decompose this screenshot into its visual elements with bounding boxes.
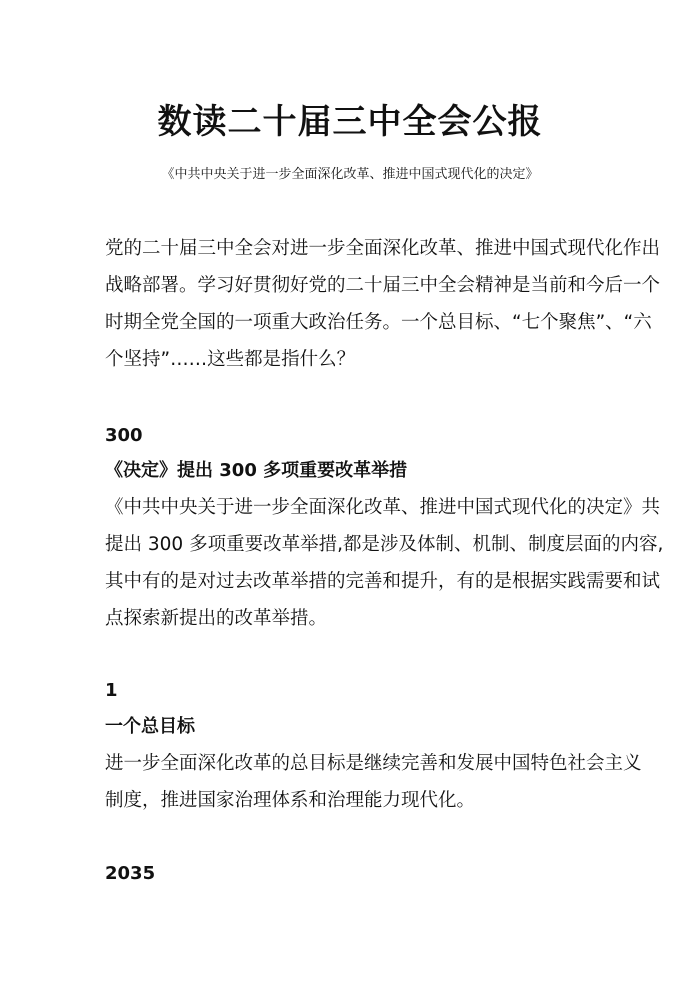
section-number: 300 xyxy=(105,425,143,446)
intro-line: 个坚持”……这些都是指什么？ xyxy=(105,349,356,370)
intro-line: 党的二十届三中全会对进一步全面深化改革、推进中国式现代化作出 xyxy=(105,238,661,259)
section-heading: 《决定》提出 300 多项重要改革举措 xyxy=(105,460,408,481)
intro-line: 时期全党全国的一项重大政治任务。一个总目标、“七个聚焦”、“六 xyxy=(105,312,652,333)
section-body xyxy=(105,745,642,819)
body-line: 提出 300 多项重要改革举措,都是涉及体制、机制、制度层面的内容, xyxy=(105,534,664,555)
body-line: 《中共中央关于进一步全面深化改革、推进中国式现代化的决定》共 xyxy=(105,497,661,518)
intro-line: 战略部署。学习好贯彻好党的二十届三中全会精神是当前和今后一个 xyxy=(105,275,661,296)
intro-paragraph xyxy=(105,230,661,378)
document-subtitle: 《中共中央关于进一步全面深化改革、推进中国式现代化的决定》 xyxy=(161,167,539,182)
body-line: 点探索新提出的改革举措。 xyxy=(105,608,328,629)
document-title: 数读二十届三中全会公报 xyxy=(157,102,543,142)
section-heading: 一个总目标 xyxy=(105,716,195,737)
section-number: 2035 xyxy=(105,863,156,884)
body-line: 进一步全面深化改革的总目标是继续完善和发展中国特色社会主义 xyxy=(105,753,642,774)
body-line: 其中有的是对过去改革举措的完善和提升，有的是根据实践需要和试 xyxy=(105,571,661,592)
section-body xyxy=(105,489,664,637)
section-number: 1 xyxy=(105,680,118,701)
body-line: 制度，推进国家治理体系和治理能力现代化。 xyxy=(105,790,476,811)
